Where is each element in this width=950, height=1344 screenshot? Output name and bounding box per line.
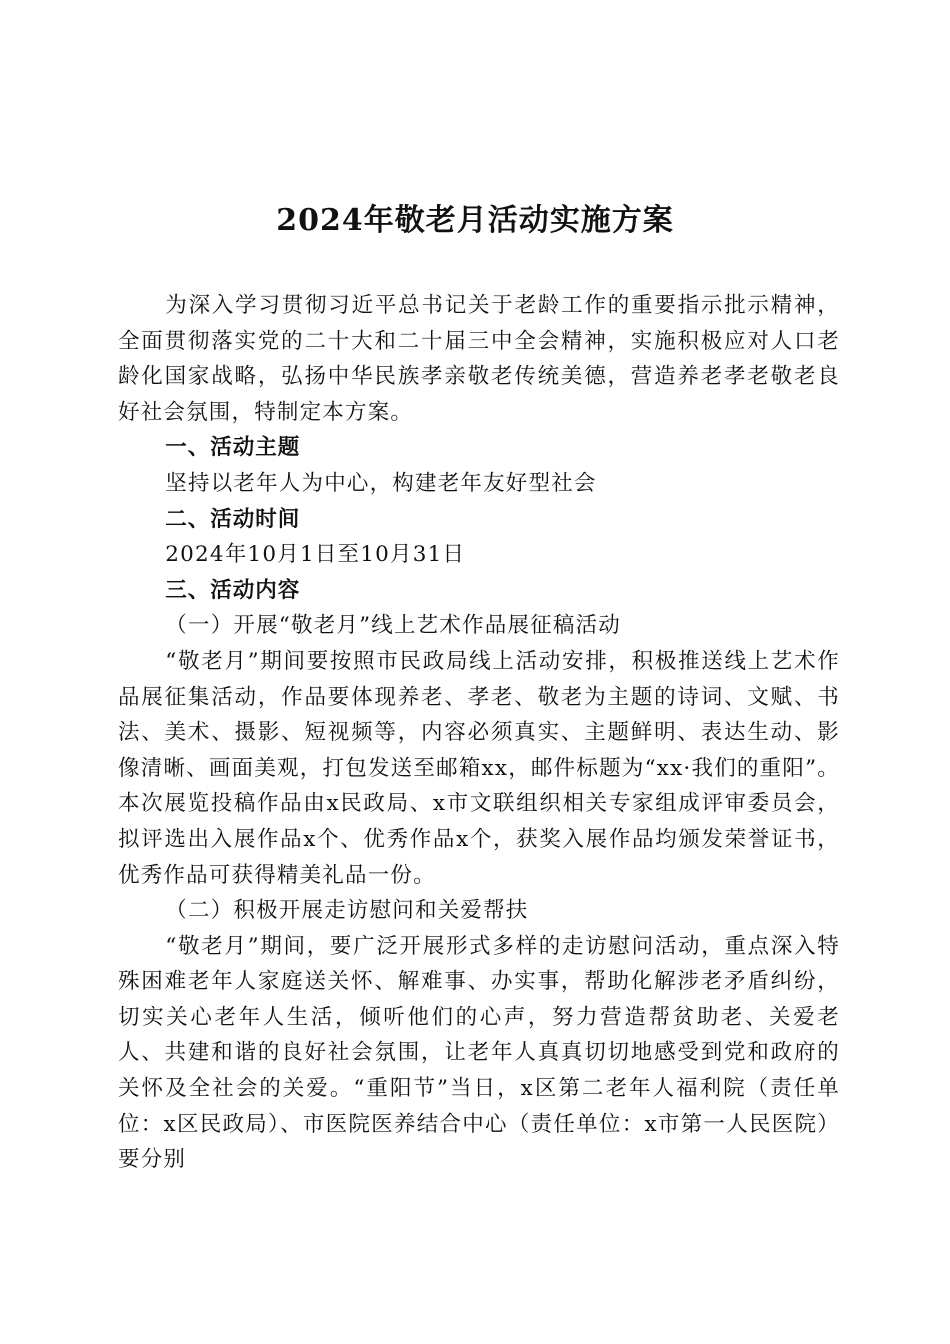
theme-paragraph: 坚持以老年人为中心，构建老年友好型社会 (165, 470, 597, 496)
visits-paragraph: “敬老月”期间，要广泛开展形式多样的走访慰问活动，重点深入特殊困难老年人家庭送关怀、解难事、办实事，帮助化解涉老矛盾纠纷，切实关心老年人生活，倾听他们的心声，努力营造帮贫助老、关爱老人、共建和谐的良好社会氛围，让老年人真真切切地感受到党和政府的关怀及全社会的关爱。“重阳节”当日，x区第二老年人福利院（责任单位：x区民政局）、市医院医养结合中心（责任单位：x市第一人民医院）要分别 (118, 933, 840, 1173)
section-heading-content: 三、活动内容 (165, 577, 301, 603)
section-heading-time: 二、活动时间 (165, 506, 301, 532)
online-exhibition-paragraph: “敬老月”期间要按照市民政局线上活动安排，积极推送线上艺术作品展征集活动，作品要体现养老、孝老、敬老为主题的诗词、文赋、书法、美术、摄影、短视频等，内容必须真实、主题鲜明、表达生动、影像清晰、画面美观，打包发送至邮箱xx，邮件标题为“xx·我们的重阳”。本次展览投稿作品由x民政局、x市文联组织相关专家组成评审委员会，拟评选出入展作品x个、优秀作品x个，获奖入展作品均颁发荣誉证书，优秀作品可获得精美礼品一份。 (118, 648, 840, 888)
document-title: 2024年敬老月活动实施方案 (276, 203, 674, 238)
subsection-heading-visits: （二）积极开展走访慰问和关爱帮扶 (165, 898, 529, 924)
time-paragraph: 2024年10月1日至10月31日 (165, 542, 466, 568)
intro-paragraph: 为深入学习贯彻习近平总书记关于老龄工作的重要指示批示精神，全面贯彻落实党的二十大和二十届三中全会精神，实施积极应对人口老龄化国家战略，弘扬中华民族孝亲敬老传统美德，营造养老孝老敬老良好社会氛围，特制定本方案。 (118, 293, 840, 425)
section-heading-theme: 一、活动主题 (165, 435, 301, 461)
document-body (118, 288, 840, 1178)
subsection-heading-online-exhibition: （一）开展“敬老月”线上艺术作品展征稿活动 (165, 613, 621, 639)
